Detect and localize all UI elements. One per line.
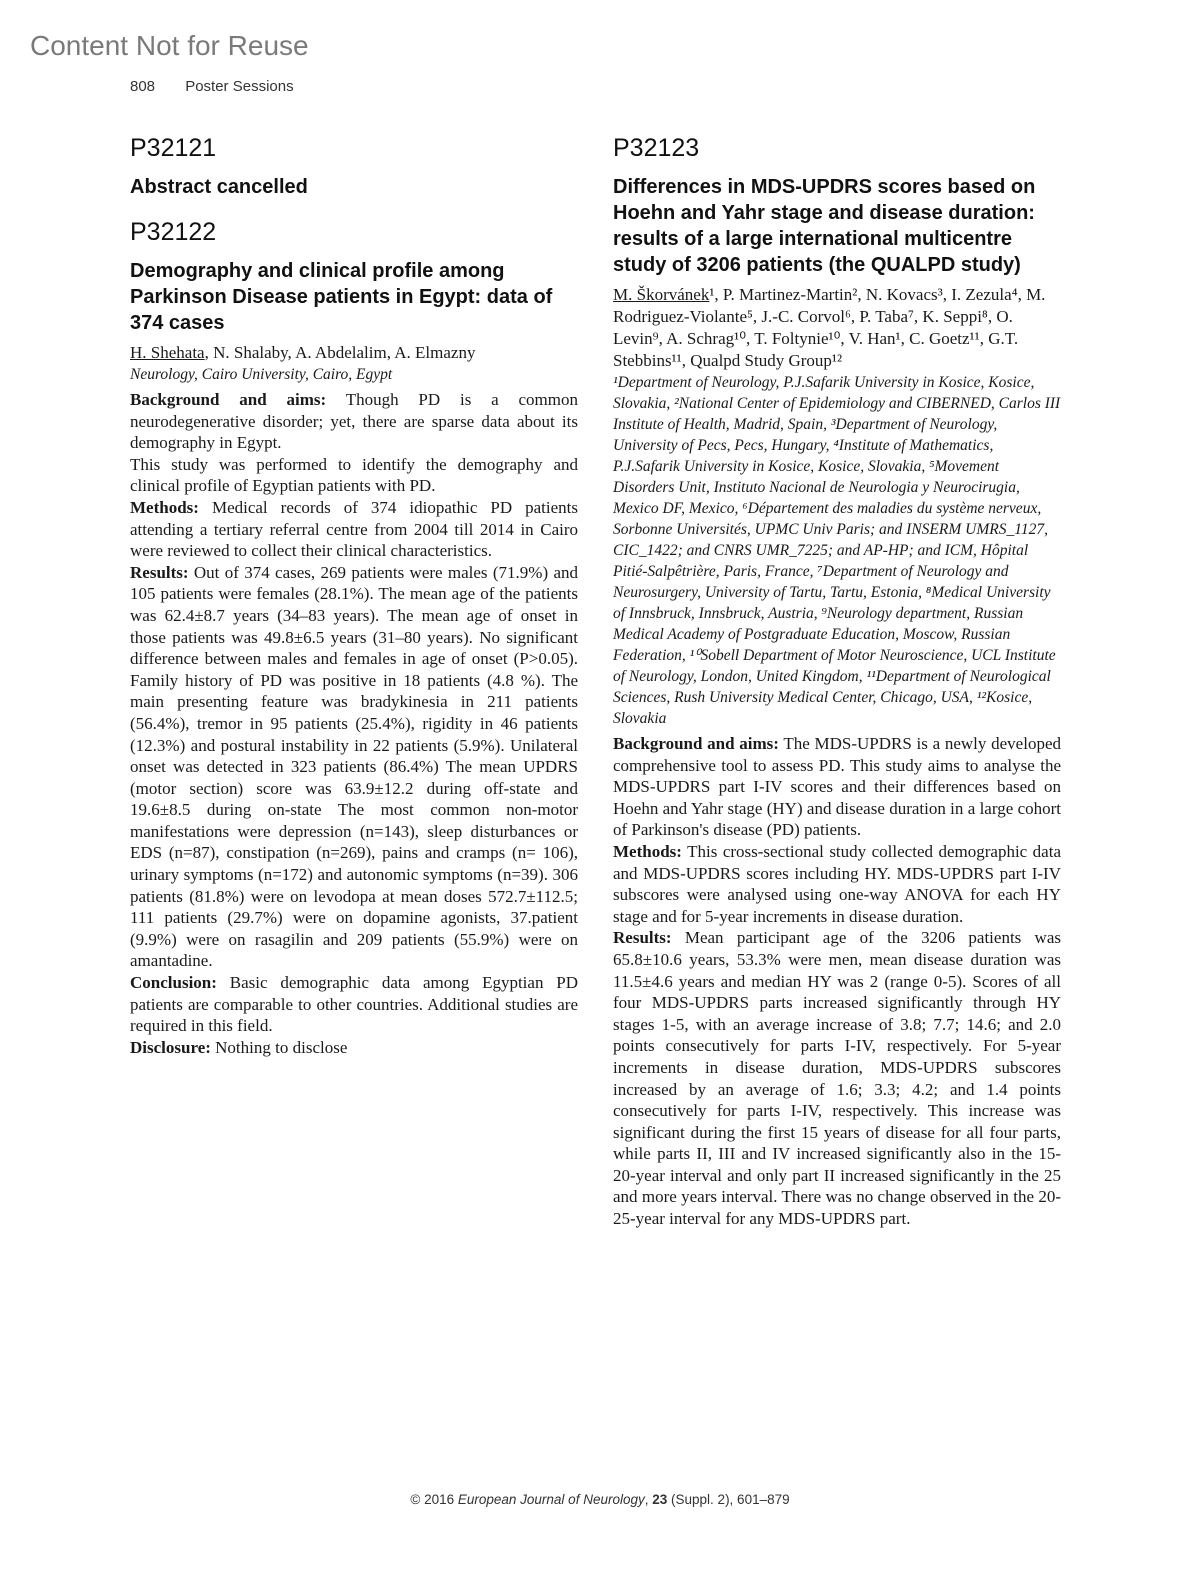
- journal-name: European Journal of Neurology: [457, 1492, 645, 1507]
- methods-text: This cross-sectional study collected demographic data and MDS-UPDRS scores including HY. MDS-UPDRS part I-IV subscores were analysed using one-way ANOVA for each HY stage and for 5-year increments in disease duration.: [613, 841, 1061, 926]
- background-paragraph-2: This study was performed to identify the demography and clinical profile of Egyptian patients with PD.: [130, 454, 578, 496]
- abstract-id: P32123: [613, 134, 700, 162]
- abstract-id: P32121: [130, 134, 217, 162]
- co-authors: , N. Shalaby, A. Abdelalim, A. Elmazny: [204, 343, 476, 362]
- results-paragraph: [613, 927, 1061, 1229]
- disclosure-label: Disclosure:: [130, 1037, 211, 1057]
- presenting-author: H. Shehata: [130, 343, 205, 362]
- background-text: The MDS-UPDRS is a newly developed comprehensive tool to assess PD. This study aims to analyse the MDS-UPDRS part I-IV scores and their differences based on Hoehn and Yahr stage (HY) and disease duration in a large cohort of Parkinson's disease (PD) patients.: [613, 734, 1061, 840]
- co-authors: ¹, P. Martinez-Martin², N. Kovacs³, I. Zezula⁴, M. Rodriguez-Violante⁵, J.-C. Corvol⁶, P. Taba⁷, K. Seppi⁸, O. Levin⁹, A. Schrag¹⁰, T. Foltynie¹⁰, V. Han¹, C. Goetz¹¹, G.T. Stebbins¹¹, Qualpd Study Group¹²: [613, 285, 1046, 370]
- supplement-pages: (Suppl. 2), 601–879: [667, 1492, 790, 1507]
- methods-paragraph: [130, 497, 578, 562]
- results-label: Results:: [613, 928, 672, 948]
- abstract-title: Abstract cancelled: [130, 176, 308, 198]
- disclosure-paragraph: [130, 1037, 578, 1059]
- section-name: Poster Sessions: [185, 78, 294, 95]
- conclusion-label: Conclusion:: [130, 973, 217, 993]
- methods-label: Methods:: [613, 841, 682, 861]
- footer-separator: ,: [644, 1492, 653, 1507]
- page-footer: [0, 1492, 1200, 1507]
- conclusion-text: Basic demographic data among Egyptian PD patients are comparable to other countries. Additional studies are required in this field.: [130, 973, 578, 1036]
- abstract-title: Differences in MDS-UPDRS scores based on Hoehn and Yahr stage and disease duration: results of a large international multicentre study of 3206 patients (the QUALPD study): [613, 176, 1036, 276]
- affiliations: ¹Department of Neurology, P.J.Safarik University in Kosice, Kosice, Slovakia, ²National Center of Epidemiology and CIBERNED, Carlos III Institute of Health, Madrid, Spain, ³Department of Neurology, University of Pecs, Pecs, Hungary, ⁴Institute of Mathematics, P.J.Safarik University in Kosice, Kosice, Slovakia, ⁵Movement Disorders Unit, Instituto Nacional de Neurologia y Neurocirugia, Mexico DF, Mexico, ⁶Département des maladies du système nerveux, Sorbonne Universités, UPMC Univ Paris; and INSERM UMRS_1127, CIC_1422; and CNRS UMR_7225; and AP-HP; and ICM, Hôpital Pitié-Salpêtrière, Paris, France, ⁷Department of Neurology and Neurosurgery, University of Tartu, Tartu, Estonia, ⁸Medical University of Innsbruck, Innsbruck, Austria, ⁹Neurology department, Russian Medical Academy of Postgraduate Education, Moscow, Russian Federation, ¹⁰Sobell Department of Motor Neuroscience, UCL Institute of Neurology, London, United Kingdom, ¹¹Department of Neurological Sciences, Rush University Medical Center, Chicago, USA, ¹²Kosice, Slovakia: [613, 374, 1061, 727]
- abstract-p32123: [613, 132, 1061, 1230]
- background-text: Though PD is a common neurodegenerative disorder; yet, there are sparse data about its demography in Egypt.: [130, 390, 578, 453]
- watermark: Content Not for Reuse: [30, 30, 309, 61]
- abstract-id: P32122: [130, 218, 217, 246]
- results-label: Results:: [130, 562, 189, 582]
- left-column: [130, 132, 578, 1058]
- background-paragraph: [613, 733, 1061, 841]
- copyright-prefix: © 2016: [410, 1492, 458, 1507]
- abstract-title: Demography and clinical profile among Parkinson Disease patients in Egypt: data of 374 cases: [130, 260, 553, 334]
- conclusion-paragraph: [130, 972, 578, 1037]
- disclosure-text: Nothing to disclose: [210, 1037, 348, 1057]
- results-text: Mean participant age of the 3206 patients was 65.8±10.6 years, 53.3% were men, mean disease duration was 11.5±4.6 years and median HY was 2 (range 0-5). Scores of all four MDS-UPDRS parts increased significantly through HY stages 1-5, with an average increase of 3.8; 7.7; 14.6; and 2.0 points consecutively for parts I-IV, respectively. For 5-year increments in disease duration, MDS-UPDRS subscores increased by an average of 1.6; 3.3; 4.2; and 1.4 points consecutively for parts I-IV, respectively. This increase was significant during the first 15 years of disease for all four parts, while parts II, III and IV increased significantly also in the 15-20-year interval and only part II increased significantly in the 25 and more years interval. There was no change observed in the 20-25-year interval for any MDS-UPDRS part.: [613, 928, 1061, 1229]
- affiliation: Neurology, Cairo University, Cairo, Egypt: [130, 366, 393, 383]
- page-number: 808: [130, 78, 156, 95]
- volume-number: 23: [652, 1492, 668, 1507]
- presenting-author: M. Škorvánek: [613, 285, 710, 304]
- author-list: [613, 284, 1061, 372]
- background-label: Background and aims:: [130, 390, 327, 409]
- right-column: [613, 132, 1061, 1230]
- methods-paragraph: [613, 841, 1061, 927]
- background-label: Background and aims:: [613, 734, 779, 753]
- results-paragraph: [130, 562, 578, 972]
- running-head: [130, 78, 294, 95]
- abstract-p32122: [130, 216, 578, 1058]
- abstract-p32121: [130, 132, 578, 200]
- methods-text: Medical records of 374 idiopathic PD patients attending a tertiary referral centre from 2004 till 2014 in Cairo were reviewed to collect their clinical characteristics.: [130, 497, 578, 561]
- results-text: Out of 374 cases, 269 patients were males (71.9%) and 105 patients were females (28.1%). The mean age of the patients was 62.4±8.7 years (34–83 years). The mean age of onset in those patients was 49.8±6.5 years (31–80 years). No significant difference between males and females in age of onset (P>0.05). Family history of PD was positive in 18 patients (4.8 %). The main presenting feature was bradykinesia in 211 patients (56.4%), tremor in 95 patients (25.4%), rigidity in 46 patients (12.3%) and postural instability in 22 patients (5.9%). Unilateral onset was detected in 323 patients (86.4%) The mean UPDRS (motor section) score was 63.9±12.2 during off-state and 19.6±8.5 during on-state The most common non-motor manifestations were depression (n=143), sleep disturbances or EDS (n=87), constipation (n=269), pains and cramps (n= 106), urinary symptoms (n=172) and autonomic symptoms (n=39). 306 patients (81.8%) were on levodopa at mean doses 572.7±112.5; 111 patients (29.7%) were on dopamine agonists, 37.patient (9.9%) were on rasagilin and 209 patients (55.9%) were on amantadine.: [130, 562, 578, 971]
- author-list: [130, 342, 578, 364]
- methods-label: Methods:: [130, 497, 199, 517]
- background-paragraph: [130, 389, 578, 454]
